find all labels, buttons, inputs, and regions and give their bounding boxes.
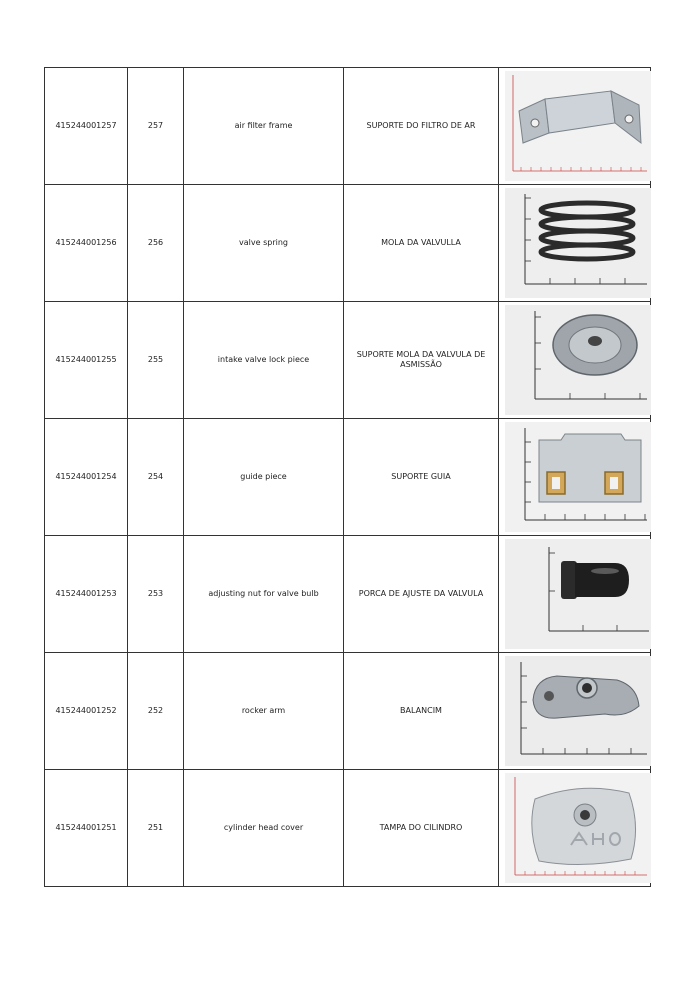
part-name-pt: TAMPA DO CILINDRO	[344, 770, 499, 887]
part-code: 415244001255	[45, 302, 128, 419]
part-name-en: guide piece	[184, 419, 344, 536]
part-name-pt: SUPORTE DO FILTRO DE AR	[344, 68, 499, 185]
table-row	[45, 68, 651, 185]
part-name-en: air filter frame	[184, 68, 344, 185]
head-cover-photo	[505, 773, 651, 883]
part-number: 257	[128, 68, 184, 185]
part-code: 415244001256	[45, 185, 128, 302]
part-number: 252	[128, 653, 184, 770]
washer-photo	[505, 305, 651, 415]
part-code: 415244001253	[45, 536, 128, 653]
part-name-en: valve spring	[184, 185, 344, 302]
part-name-pt: BALANCIM	[344, 653, 499, 770]
part-name-en: intake valve lock piece	[184, 302, 344, 419]
guide-plate-photo	[505, 422, 651, 532]
part-code: 415244001254	[45, 419, 128, 536]
part-number: 251	[128, 770, 184, 887]
spring-photo	[505, 188, 651, 298]
part-name-en: cylinder head cover	[184, 770, 344, 887]
part-number: 256	[128, 185, 184, 302]
table-row	[45, 419, 651, 536]
part-name-pt: SUPORTE MOLA DA VALVULA DE ASMISSÃO	[344, 302, 499, 419]
part-code: 415244001257	[45, 68, 128, 185]
part-name-pt: MOLA DA VALVULLA	[344, 185, 499, 302]
table-row	[45, 770, 651, 887]
table-row	[45, 302, 651, 419]
table-row	[45, 653, 651, 770]
table-row	[45, 185, 651, 302]
bracket-photo	[505, 71, 651, 181]
part-number: 254	[128, 419, 184, 536]
parts-table	[44, 67, 651, 887]
cap-nut-photo	[505, 539, 651, 649]
table-row	[45, 536, 651, 653]
part-number: 255	[128, 302, 184, 419]
part-name-en: rocker arm	[184, 653, 344, 770]
part-name-pt: PORCA DE AJUSTE DA VALVULA	[344, 536, 499, 653]
part-number: 253	[128, 536, 184, 653]
part-name-pt: SUPORTE GUIA	[344, 419, 499, 536]
part-code: 415244001251	[45, 770, 128, 887]
part-code: 415244001252	[45, 653, 128, 770]
rocker-arm-photo	[505, 656, 651, 766]
part-name-en: adjusting nut for valve bulb	[184, 536, 344, 653]
